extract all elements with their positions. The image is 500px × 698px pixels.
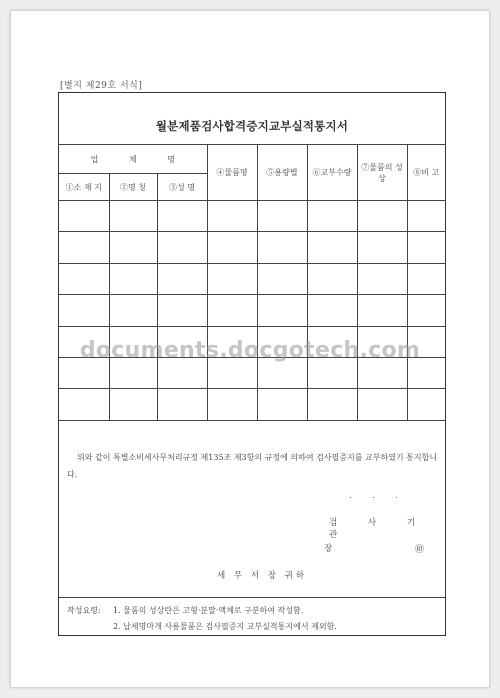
company-name-header: 업 체 명 [59,145,207,174]
date-line[interactable]: . . . [349,491,407,500]
form-title: 월분제품검사합격증지교부실적통지서 [155,119,349,133]
guide-item: 1. 물품의 성상란은 고형·분말·액체로 구분하여 작성함. [113,606,304,615]
table-cell[interactable] [307,295,357,326]
table-cell[interactable] [109,389,157,420]
table-cell[interactable] [357,263,407,294]
table-row [59,232,445,263]
watermark: documents.docgotech.com [79,338,421,363]
agency-head-label: 장 [324,544,333,554]
notice-statement: 위와 같이 특별소비세사무처리규정 제135조 제3항의 규정에 의하여 검사필증지를 교부하였기 통지합니다. [67,453,438,479]
table-cell[interactable] [307,389,357,420]
table-cell[interactable] [59,389,109,420]
table-cell[interactable] [357,295,407,326]
table-cell[interactable] [157,263,207,294]
remarks-header: ⑧비 고 [407,145,445,201]
table-cell[interactable] [207,201,257,232]
form-number-label: [별지 제29호 서식] [60,81,143,91]
table-cell[interactable] [357,389,407,420]
representative-name-header: ③성 명 [157,174,207,201]
table-row [59,263,445,294]
table-cell[interactable] [257,201,307,232]
report-table [59,144,445,421]
table-cell[interactable] [407,232,445,263]
table-cell[interactable] [109,295,157,326]
capacity-header: ⑤용량별 [257,145,307,201]
table-cell[interactable] [59,201,109,232]
divider [59,597,445,598]
table-cell[interactable] [357,232,407,263]
table-cell[interactable] [407,263,445,294]
table-row [59,295,445,326]
table-cell[interactable] [157,201,207,232]
table-cell[interactable] [59,263,109,294]
table-cell[interactable] [207,232,257,263]
business-name-header: ②명 칭 [109,174,157,201]
inspecting-agency-label: 검 사 기 관 [329,518,430,540]
addressee-label: 세 무 서 장 귀하 [217,571,308,581]
table-cell[interactable] [307,201,357,232]
item-property-header: ⑦물품의 성 상 [357,145,407,201]
table-cell[interactable] [109,232,157,263]
table-cell[interactable] [59,295,109,326]
table-cell[interactable] [157,295,207,326]
writing-guide [67,603,337,635]
table-cell[interactable] [407,201,445,232]
issued-quantity-header: ⑥교부수량 [307,145,357,201]
table-cell[interactable] [307,232,357,263]
form-frame [58,92,446,636]
table-cell[interactable] [407,389,445,420]
table-cell[interactable] [59,232,109,263]
table-cell[interactable] [307,263,357,294]
table-cell[interactable] [257,263,307,294]
table-cell[interactable] [109,201,157,232]
item-name-header: ④물품명 [207,145,257,201]
table-cell[interactable] [109,263,157,294]
guide-label: 작성요령: [67,606,101,615]
table-cell[interactable] [257,389,307,420]
location-header: ①소 재 지 [59,174,109,201]
table-cell[interactable] [407,295,445,326]
table-cell[interactable] [157,232,207,263]
seal-mark-icon: ㊞ [415,545,425,555]
table-cell[interactable] [357,201,407,232]
table-cell[interactable] [207,295,257,326]
table-cell[interactable] [207,263,257,294]
guide-item: 2. 납세명마개 사용물품은 검사필증지 교부실적통지에서 제외함. [113,622,337,631]
table-cell[interactable] [157,389,207,420]
table-cell[interactable] [257,295,307,326]
table-cell[interactable] [207,389,257,420]
table-cell[interactable] [257,232,307,263]
table-row [59,201,445,232]
table-row [59,389,445,420]
